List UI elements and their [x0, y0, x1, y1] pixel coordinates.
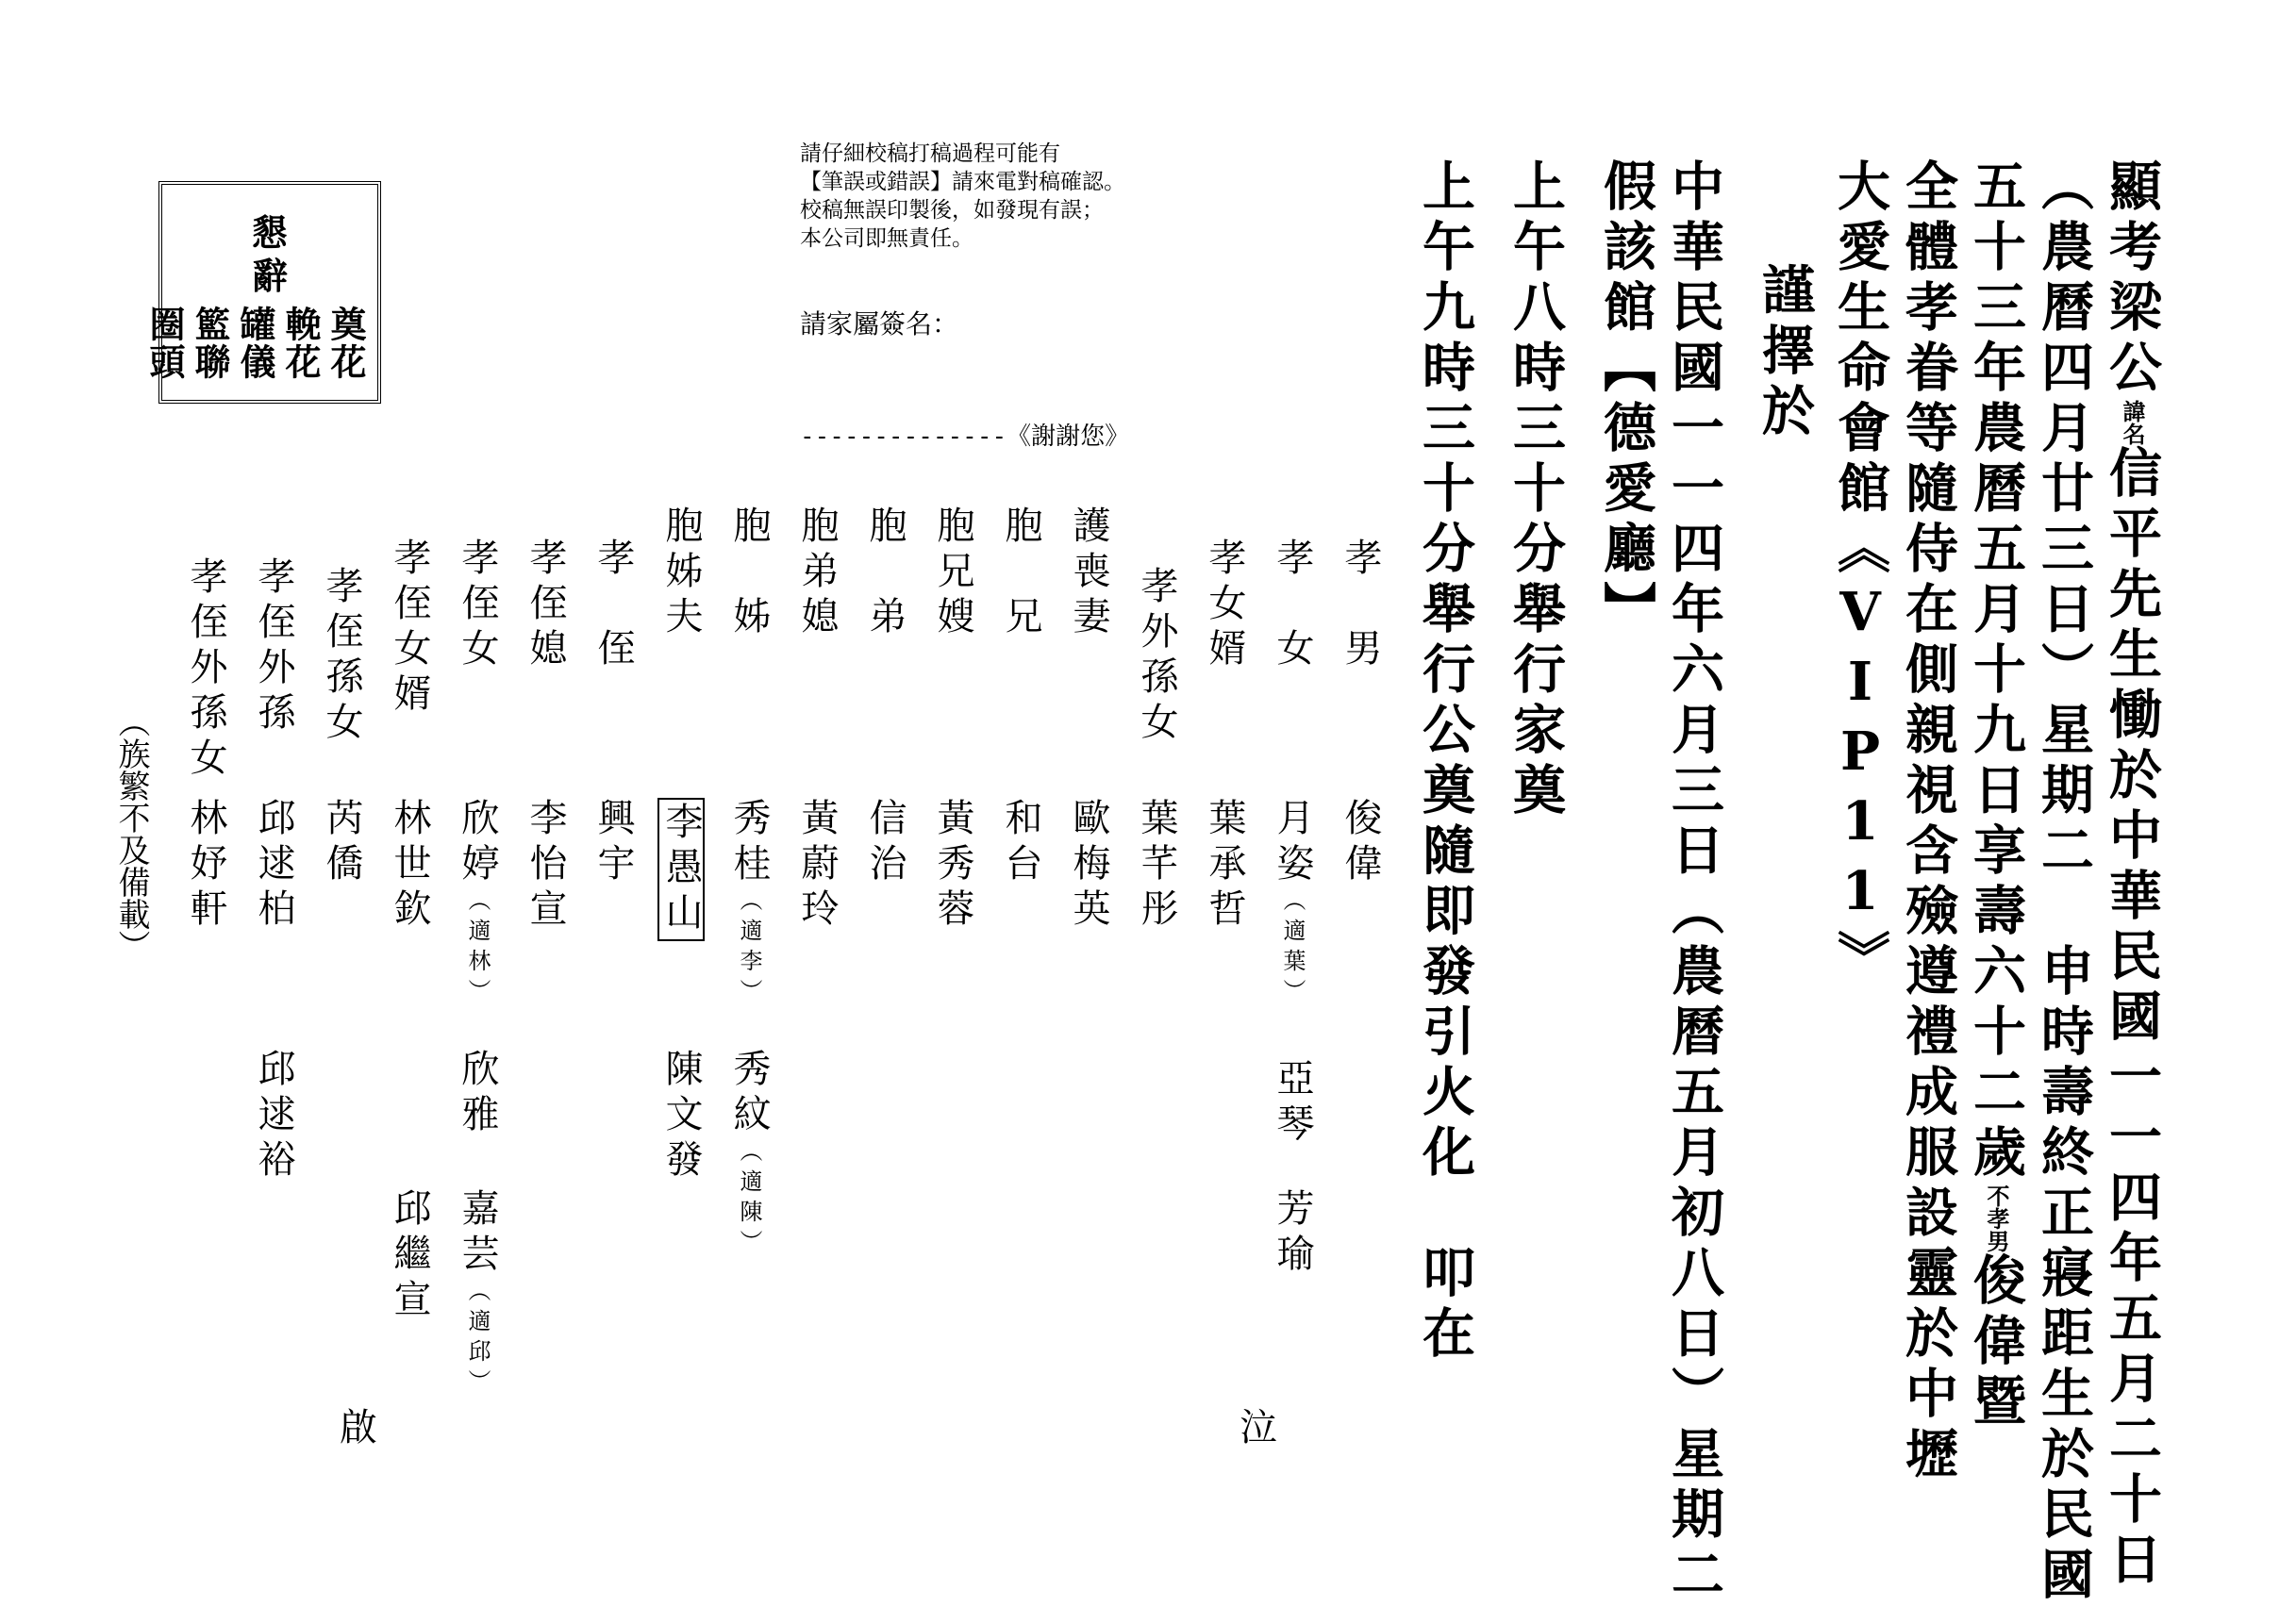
name-grandniece-1: 芮僑: [320, 798, 363, 888]
name-sister-2-text: 秀紋: [727, 1049, 771, 1139]
box-items-text: 奠花輓花罐儀籃聯圈頭: [143, 306, 367, 381]
note-niece-3: （適邱）: [464, 1279, 491, 1399]
thanks-line: --------------《謝謝您》: [800, 422, 1130, 451]
main-line-3a: 五十三年農曆五月十九日享壽六十二歲: [1965, 158, 2027, 1184]
title-grandnephew-outer: 孝侄外孫: [252, 556, 295, 737]
main-line-2: [2033, 158, 2095, 1607]
title-niece: 孝侄女: [456, 538, 499, 673]
box-items: [143, 298, 368, 389]
name-daughter-3: 芳瑜: [1271, 1188, 1314, 1279]
title-elder-brother: 胞 兄: [999, 505, 1042, 641]
title-brother-wife: 胞弟媳: [795, 505, 839, 641]
title-niece-husband: 孝侄女婿: [388, 538, 431, 719]
note-niece-1: （適林）: [464, 888, 491, 1009]
main-line-6: [1754, 262, 1816, 443]
name-brother-wife-1: 黃蔚玲: [795, 798, 839, 934]
main-line-9: [1505, 158, 1567, 822]
main-line-8a: 假該館: [1595, 158, 1657, 340]
main-line-2-text: （農曆四月廿三日）星期二 申時壽終正寢距生於民國: [2033, 158, 2095, 1607]
notice-line-3: 校稿無誤印製後，如發現有誤；: [800, 198, 1104, 223]
main-line-5-text: 大愛生命會館《VIP11》: [1829, 158, 1891, 990]
name-niece-husband-1: 林世欽: [388, 798, 431, 934]
name-daughter-2: 亞琴: [1271, 1058, 1314, 1149]
name-sister-1: [727, 798, 771, 1009]
name-sister-in-law-1: 黃秀蓉: [931, 798, 974, 934]
name-nephew-wife-1: 李怡宣: [524, 798, 567, 934]
name-niece-3: [456, 1188, 499, 1399]
note-sister-1: （適李）: [736, 888, 762, 1009]
title-sister-in-law: 胞兄嫂: [931, 505, 974, 641]
closing-weep: 泣: [1240, 1406, 1277, 1449]
title-sister: 胞 姊: [727, 505, 771, 641]
main-line-1c: 信平先生慟於中華民國一一四年五月二十日: [2101, 445, 2163, 1592]
name-nephew-1: 興宇: [591, 798, 635, 888]
name-sister-husband-1-text: 李愚山: [657, 798, 705, 941]
name-grandnephew-outer-2: 邱逑裕: [252, 1049, 295, 1184]
main-line-3c: 俊偉暨: [1965, 1252, 2027, 1433]
main-line-8: [1595, 158, 1657, 641]
footnote-family-not-listed: （族繁不及備載）: [112, 705, 150, 962]
note-daughter: （適葉）: [1279, 888, 1306, 1009]
proof-notice: [800, 140, 1125, 253]
box-line-2: 辭: [251, 255, 288, 297]
main-line-7-text: 中華民國一一四年六月三日（農曆五月初八日）星期二: [1663, 158, 1725, 1607]
name-niece-husband-2: 邱繼宣: [388, 1188, 431, 1324]
title-younger-brother: 胞 弟: [863, 505, 907, 641]
name-sister-husband-2: 陳文發: [659, 1049, 703, 1184]
main-line-3: [1965, 158, 2027, 1433]
box-line-1: 懇: [251, 211, 288, 254]
notice-line-2: 【筆誤或錯誤】請來電對稿確認。: [800, 170, 1125, 194]
main-line-7: [1663, 158, 1725, 1607]
name-younger-brother-1: 信治: [863, 798, 907, 888]
name-elder-brother-1: 和台: [999, 798, 1042, 888]
main-line-1a: 顯考梁公: [2101, 158, 2163, 400]
main-line-4: [1897, 158, 1959, 1486]
title-sister-husband: 胞姊夫: [659, 505, 703, 641]
title-granddaughter: 孝外孫女: [1135, 566, 1178, 747]
title-son: 孝 男: [1339, 538, 1382, 673]
main-line-9-text: 上午八時三十分舉行家奠: [1505, 158, 1567, 822]
title-daughter: 孝 女: [1271, 538, 1314, 673]
notice-line-1: 請仔細校稿打稿過程可能有: [800, 141, 1060, 166]
name-niece-3-text: 嘉芸: [456, 1188, 499, 1279]
name-sister-1-text: 秀桂: [727, 798, 771, 888]
name-sister-2: [727, 1049, 771, 1260]
title-son-in-law: 孝女婿: [1203, 538, 1246, 673]
name-grandnephew-outer-1: 邱逑柏: [252, 798, 295, 934]
name-grandniece-outer-1: 林妤軒: [184, 798, 227, 934]
title-wife: 護喪妻: [1067, 505, 1110, 641]
title-nephew-wife: 孝侄媳: [524, 538, 567, 673]
main-line-4-text: 全體孝眷等隨侍在側親視含殮遵禮成服設靈於中壢: [1897, 158, 1959, 1486]
name-niece-1: [456, 798, 499, 1009]
name-son-1: 俊偉: [1339, 798, 1382, 888]
family-signature-label: 請家屬簽名：: [800, 308, 959, 340]
name-daughter-1: [1271, 798, 1314, 1009]
closing-announce: 啟: [340, 1406, 377, 1449]
name-niece-1-text: 欣婷: [456, 798, 499, 888]
name-son-in-law-1: 葉承哲: [1203, 798, 1246, 934]
main-line-3b: 不孝男: [1983, 1184, 2010, 1252]
note-sister-2: （適陳）: [736, 1139, 762, 1260]
decline-gifts-box: [143, 181, 381, 404]
main-line-8b: 【德愛廳】: [1595, 340, 1657, 641]
main-line-5: [1829, 158, 1891, 990]
main-line-10-text: 上午九時三十分舉行公奠隨即發引火化 叩在: [1414, 158, 1476, 1366]
notice-line-4: 本公司即無責任。: [800, 226, 973, 251]
main-line-6-text: 謹擇於: [1754, 262, 1816, 443]
name-sister-husband-1: [659, 798, 703, 941]
main-line-1: [2101, 158, 2163, 1592]
name-wife-1: 歐梅英: [1067, 798, 1110, 934]
main-line-1b: 諱名: [2119, 400, 2146, 445]
name-daughter-1-text: 月姿: [1271, 798, 1314, 888]
title-nephew: 孝 侄: [591, 538, 635, 673]
title-grandniece: 孝侄孫女: [320, 566, 363, 747]
main-line-10: [1414, 158, 1476, 1366]
title-grandniece-outer: 孝侄外孫女: [184, 556, 227, 783]
name-granddaughter-1: 葉芊彤: [1135, 798, 1178, 934]
name-niece-2: 欣雅: [456, 1049, 499, 1139]
